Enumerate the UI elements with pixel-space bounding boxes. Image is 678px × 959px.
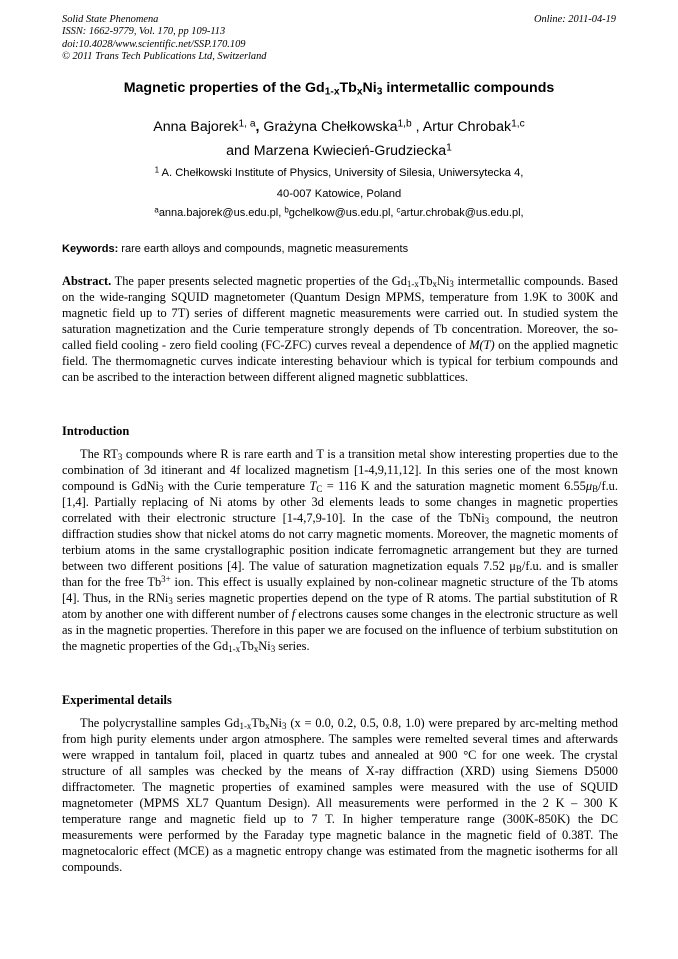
introduction-paragraph [62,446,618,654]
intro-text: electrons causes some changes in the electronic structure as well as in the magnetic properties. Therefore in this paper we are focused on the influence of terbium substitution on the magnetic properties of the Gd [62,607,618,653]
author-affiliation-mark: 1 [446,142,452,154]
intro-subscript: 3 [270,644,276,655]
author-affiliation-mark: 1,b [397,118,412,130]
intro-text: The RT [80,447,118,461]
author-line-2 [40,139,638,163]
intro-subscript: B [515,564,522,575]
affiliation [40,163,638,205]
abstract-text: The paper presents selected magnetic properties of the Gd [111,274,407,288]
abstract-italic: M(T) [469,338,495,352]
title-text: Ni [362,80,377,96]
exp-subscript: 3 [282,721,287,732]
section-heading-experimental: Experimental details [62,693,172,707]
intro-text: ion. This effect is usually explained by non-colinear magnetic structure of the Tb atoms [4]. Thus, in the RNi [62,575,618,605]
author-name: Grażyna Chełkowska [263,119,398,135]
intro-text: /f.u. [1,4]. Partially replacing of Ni atoms by other 3d elements leads to some changes in magnetic properties correlated with their electronic structure [1-4,7,9-10]. In the case of the TbNi [62,479,618,525]
exp-text: Ni [269,716,283,730]
copyright-line: © 2011 Trans Tech Publications Ltd, Switzerland [62,51,267,63]
intro-text: series. [275,639,310,653]
intro-subscript: 1-x [228,644,241,655]
abstract-subscript: x [432,279,437,290]
abstract-text: Tb [418,274,433,288]
intro-subscript: 3 [117,452,123,463]
affiliation-mark: 1 [154,165,160,175]
keywords-text: rare earth alloys and compounds, magnetic measurements [118,243,409,255]
intro-text: Ni [258,639,271,653]
email-mark: a [154,205,159,215]
author-separator: , [411,119,423,135]
intro-subscript: 3 [168,596,173,607]
intro-subscript: C [316,484,323,495]
section-heading-introduction: Introduction [62,424,130,438]
title-text: intermetallic compounds [382,80,555,96]
exp-text: (x = 0.0, 0.2, 0.5, 0.8, 1.0) were prepared by arc-melting method from high purity elements under argon atmosphere. The samples were remelted several times and afterwards were wrapped in tantalum foil, placed in quartz tubes and annealed at 900 °C for one week. The crystal structure of all samples was checked by the means of X-ray diffraction (XRD) using Siemens D5000 diffractometer. The magnetic properties of examined samples were measured with the use of SQUID magnetometer (MPMS XL7 Quantum Design). All measurements were performed in the 2 K – 300 K temperature range and magnetic field up to 7 T. In higher temperature range (300K-850K) the DC measurements were performed by the Faraday type magnetic balance in the magnetic field of 0.38T. The magnetocaloric effect (MCE) as a magnetic entropy change was estimated from the magnetic isotherms for all compounds. [62,716,618,874]
title-text: Magnetic properties of the Gd [123,80,325,96]
intro-subscript: 3 [484,516,490,527]
author-name: Artur Chrobak [422,119,512,135]
abstract-subscript: 1-x [406,279,419,290]
intro-text: compound, the neutron diffraction studies show that nickel atoms do not carry magnetic moments. Moreover, the magnetic moments of terbium atoms in the same crystallographic position indicate ferromagnetic arrangement but they are turned between two different positions [4]. The value of saturation magnetization equals 7.52 μ [62,511,618,573]
email-mark: b [284,205,289,215]
online-date [470,14,616,26]
author-affiliation-mark: 1,c [511,118,525,130]
author-affiliation-mark: 1, a [238,118,256,130]
exp-text: Tb [251,716,266,730]
affiliation-line-1 [40,163,638,184]
email-link[interactable]: gchelkow@us.edu.pl, [288,207,397,219]
author-name: Marzena Kwiecień-Grudziecka [253,143,447,159]
intro-superscript: 3+ [161,573,171,584]
affiliation-line-2: 40-007 Katowice, Poland [276,188,402,200]
keywords [62,243,618,255]
abstract-text: intermetallic compounds. Based on the wide-ranging SQUID magnetometer (Quantum Design MPMS, temperature from 1.9K to 300K and magnetic field up to 7T) series of different magnetic measurements were carried out. In studied system the saturation magnetization and the Curie temperature strongly depends of Tb concentration. Moreover, the so-called field cooling - zero field cooling (FC-ZFC) curves reveal a dependence of [62,274,619,352]
author-list [40,115,638,163]
intro-italic: T [309,479,317,493]
paper-title [40,80,638,96]
author-separator: , [255,119,264,135]
exp-subscript: 1-x [239,721,252,732]
doi-line: doi:10.4028/www.scientific.net/SSP.170.109 [62,38,246,50]
intro-text: = 116 K and the saturation magnetic moment 6.55 [322,479,586,493]
email-list [40,207,638,219]
author-name: Anna Bajorek [153,119,239,135]
email-link[interactable]: anna.bajorek@us.edu.pl, [158,207,285,219]
intro-text: Tb [240,639,254,653]
experimental-paragraph [62,715,618,875]
abstract-subscript: 3 [449,279,454,290]
intro-text: compounds where R is rare earth and T is a transition metal show interesting properties due to the combination of 3d itinerant and 4f localized magnetism [1-4,9,11,12]. In this series one of the most known compound is GdNi [62,447,618,493]
abstract-text: on the applied magnetic field. The thermomagnetic curves indicate interesting behaviour which is typical for terbium compounds and can be ascribed to the interaction between different aligned magnetic subblattices. [62,338,618,384]
journal-info [62,14,422,64]
title-subscript: x [356,86,363,98]
intro-subscript: 3 [158,484,164,495]
abstract-paragraph [62,273,618,385]
author-line-1 [40,115,638,139]
exp-text: The polycrystalline samples Gd [80,716,240,730]
intro-subscript: B [592,484,599,495]
online-date-text: Online: 2011-04-19 [533,14,616,25]
intro-subscript: x [253,644,259,655]
intro-text: /f.u. and is smaller than for the free Tb [62,559,618,589]
abstract-text: Ni [437,274,450,288]
email-mark: c [396,205,401,215]
title-subscript: 3 [376,86,383,98]
affiliation-text: A. Chełkowski Institute of Physics, University of Silesia, Uniwersytecka 4, [159,167,524,179]
title-subscript: 1-x [324,86,340,98]
email-link[interactable]: artur.chrobak@us.edu.pl, [400,207,524,219]
intro-italic: f [291,607,296,621]
author-conjunction: and [226,143,254,159]
keywords-label: Keywords: [62,243,119,255]
intro-text: with the Curie temperature [163,479,310,493]
exp-subscript: x [265,721,270,732]
intro-text: series magnetic properties depend on the type of R atoms. The partial substitution of R atom by another one with different number of [62,591,618,621]
title-text: Tb [339,80,357,96]
abstract-label: Abstract. [62,274,112,288]
intro-italic: μ [585,479,593,493]
issn-line: ISSN: 1662-9779, Vol. 170, pp 109-113 [62,26,226,38]
journal-name: Solid State Phenomena [62,14,159,25]
